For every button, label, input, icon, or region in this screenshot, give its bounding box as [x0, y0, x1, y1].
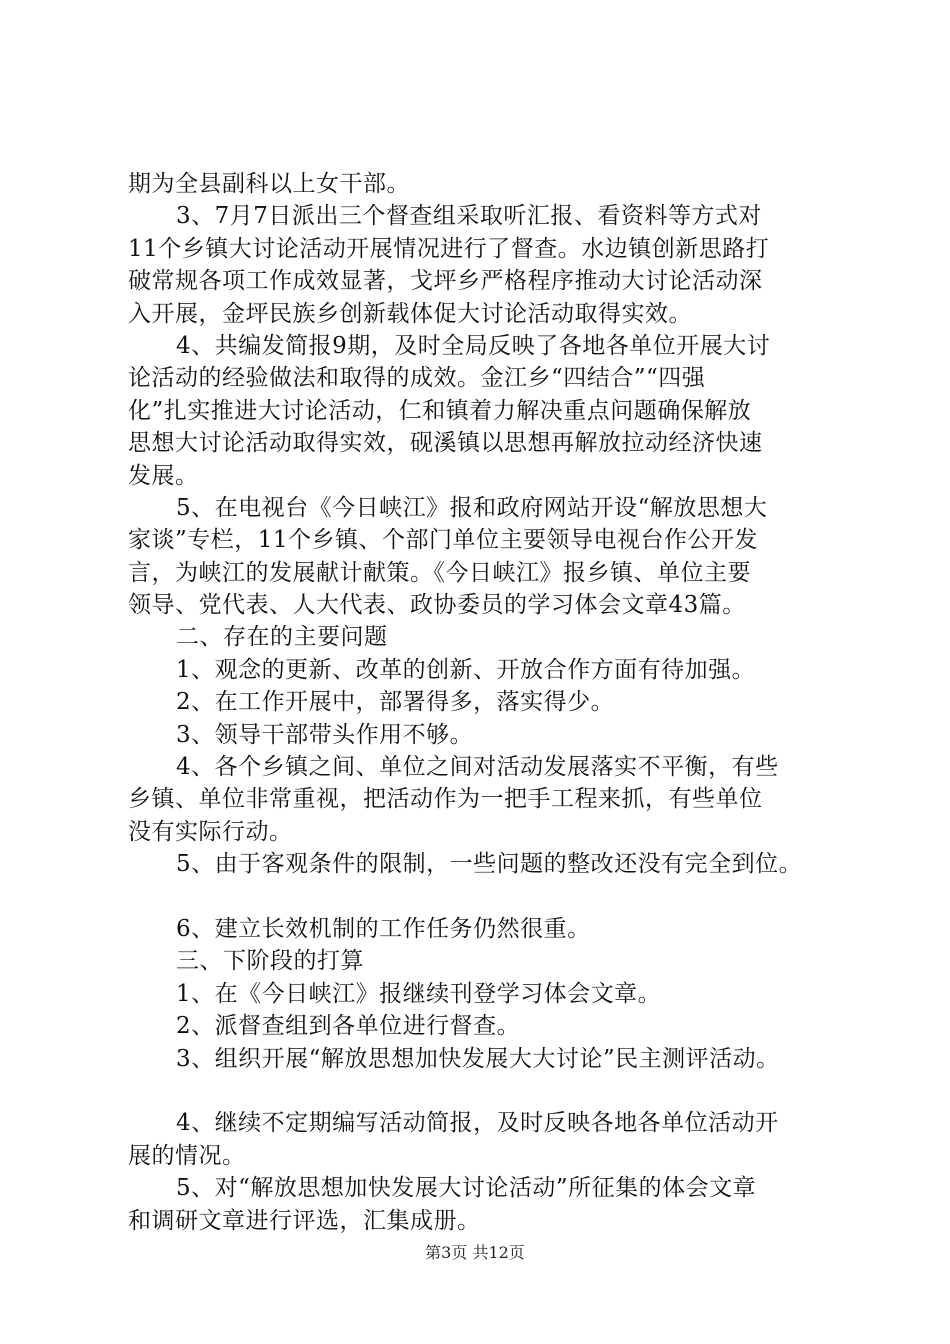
list-item: 1、观念的更新、改革的创新、开放合作方面有待加强。 [176, 656, 756, 683]
list-item: 3、领导干部带头作用不够。 [176, 721, 474, 748]
paragraph-line: 入开展，金坪民族乡创新载体促大讨论活动取得实效。 [128, 300, 692, 327]
list-item: 1、在《今日峡江》报继续刊登学习体会文章。 [176, 980, 662, 1007]
section-heading: 三、下阶段的打算 [176, 948, 364, 975]
paragraph-line: 展的情况。 [128, 1142, 246, 1169]
paragraph-line: 期为全县副科以上女干部。 [128, 171, 410, 197]
list-item: 3、组织开展“解放思想加快发展大大讨论”民主测评活动。 [176, 1045, 780, 1072]
blank-line [128, 1075, 848, 1107]
paragraph-line: 论活动的经验做法和取得的成效。金江乡“四结合”“四强 [128, 365, 706, 392]
paragraph-line: 思想大讨论活动取得实效，砚溪镇以思想再解放拉动经济快速 [128, 430, 763, 457]
paragraph-line: 破常规各项工作成效显著，戈坪乡严格程序推动大讨论活动深 [128, 268, 763, 295]
blank-line [128, 881, 848, 913]
list-item: 2、在工作开展中，部署得多，落实得少。 [176, 689, 615, 716]
paragraph-line: 4、共编发简报9期，及时全局反映了各地各单位开展大讨 [176, 332, 771, 359]
paragraph-line: 没有实际行动。 [128, 818, 293, 845]
paragraph-line: 乡镇、单位非常重视，把活动作为一把手工程来抓，有些单位 [128, 786, 763, 813]
paragraph-line: 言，为峡江的发展献计献策。《今日峡江》报乡镇、单位主要 [128, 559, 751, 586]
page-footer: 第3页 共12页 [425, 1243, 525, 1262]
paragraph-line: 11个乡镇大讨论活动开展情况进行了督查。水边镇创新思路打 [128, 235, 770, 262]
paragraph-line: 3、7月7日派出三个督查组采取听汇报、看资料等方式对 [176, 203, 762, 230]
paragraph-line: 和调研文章进行评选，汇集成册。 [128, 1207, 481, 1234]
paragraph-line: 领导、党代表、人大代表、政协委员的学习体会文章43篇。 [128, 592, 746, 619]
list-item: 2、派督查组到各单位进行督查。 [176, 1013, 521, 1040]
paragraph-line: 5、在电视台《今日峡江》报和政府网站开设“解放思想大 [176, 494, 768, 521]
list-item: 5、由于客观条件的限制，一些问题的整改还没有完全到位。 [176, 851, 803, 878]
list-item: 5、对“解放思想加快发展大讨论活动”所征集的体会文章 [176, 1175, 757, 1202]
list-item: 4、继续不定期编写活动简报，及时反映各地各单位活动开 [176, 1110, 779, 1137]
paragraph-line: 发展。 [128, 462, 199, 489]
list-item: 6、建立长效机制的工作任务仍然很重。 [176, 915, 591, 942]
paragraph-line: 家谈”专栏，11个乡镇、个部门单位主要领导电视台作公开发 [128, 527, 759, 554]
paragraph-line: 化”扎实推进大讨论活动，仁和镇着力解决重点问题确保解放 [128, 397, 752, 424]
document-body [128, 168, 848, 1237]
list-item: 4、各个乡镇之间、单位之间对活动发展落实不平衡，有些 [176, 754, 779, 781]
section-heading: 二、存在的主要问题 [176, 624, 388, 651]
